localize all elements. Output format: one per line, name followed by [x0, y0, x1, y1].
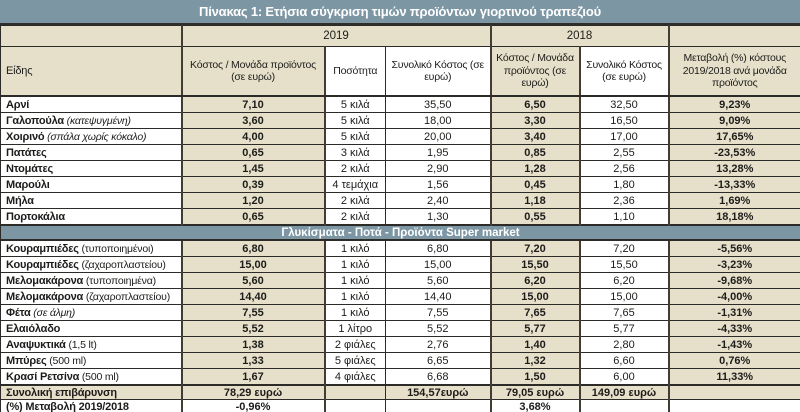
product-name-cell	[1, 369, 182, 386]
table-row	[1, 273, 800, 289]
total-cost-2019-cell: 6,65	[386, 353, 491, 369]
summary-label-cell	[1, 400, 182, 412]
quantity-cell: 4 φιάλες	[325, 369, 386, 386]
product-name-cell	[1, 113, 182, 129]
total-cost-2018-cell: 15,50	[580, 257, 669, 273]
product-name-cell	[1, 337, 182, 353]
product-note: (500 ml)	[79, 370, 119, 383]
product-name-cell	[1, 209, 182, 226]
quantity-cell: 4 τεμάχια	[325, 177, 386, 193]
product-name: Αναψυκτικά	[6, 338, 66, 351]
product-name-cell	[1, 240, 182, 257]
total-cost-2019-cell: 2,76	[386, 337, 491, 353]
cost-per-unit-2019-cell: 78,29 ευρώ	[182, 385, 325, 400]
product-name-cell	[1, 353, 182, 369]
cost-per-unit-2019-cell: 1,20	[182, 193, 325, 209]
table-row	[1, 193, 800, 209]
change-percent-cell: 18,18%	[669, 209, 800, 226]
product-name: Μελομακάρονα	[6, 274, 84, 287]
cost-per-unit-2018-cell: 1,18	[491, 193, 580, 209]
cost-per-unit-2019-cell: 1,67	[182, 369, 325, 386]
product-name-cell	[1, 321, 182, 337]
quantity-cell: 5 κιλά	[325, 113, 386, 129]
total-cost-2019-cell: 7,55	[386, 305, 491, 321]
change-percent-cell: -4,33%	[669, 321, 800, 337]
product-name: Αρνί	[6, 98, 30, 111]
cost-per-unit-2018-cell: 0,85	[491, 145, 580, 161]
total-cost-2018-cell: 17,00	[580, 129, 669, 145]
total-cost-2018-cell: 2,55	[580, 145, 669, 161]
year-row-empty-left	[1, 26, 182, 47]
total-cost-2019-cell: 2,90	[386, 161, 491, 177]
cost-per-unit-2019-cell: 1,38	[182, 337, 325, 353]
product-name: Χοιρινό	[6, 130, 45, 143]
table-title: Πίνακας 1: Ετήσια σύγκριση τιμών προϊόντων γιορτινού τραπεζιού	[0, 0, 800, 25]
price-comparison-table	[0, 25, 800, 412]
quantity-cell: 5 φιάλες	[325, 353, 386, 369]
product-name-cell	[1, 177, 182, 193]
cost-per-unit-2018-cell: 15,00	[491, 289, 580, 305]
cost-per-unit-2019-cell: 14,40	[182, 289, 325, 305]
total-cost-2018-cell: 5,77	[580, 321, 669, 337]
table-row	[1, 129, 800, 145]
change-percent-cell: -4,00%	[669, 289, 800, 305]
product-note: (500 ml)	[46, 354, 87, 367]
total-cost-2019-cell: 2,40	[386, 193, 491, 209]
quantity-cell: 1 κιλό	[325, 257, 386, 273]
product-name-cell	[1, 145, 182, 161]
cost-per-unit-2018-cell: 0,45	[491, 177, 580, 193]
change-percent-cell: -13,33%	[669, 177, 800, 193]
change-percent-cell: -3,23%	[669, 257, 800, 273]
change-percent-cell: 11,33%	[669, 369, 800, 386]
total-cost-2019-cell: 6,80	[386, 240, 491, 257]
cost-per-unit-2018-cell: 3,68%	[491, 400, 580, 412]
total-cost-2018-cell: 15,00	[580, 289, 669, 305]
quantity-cell	[325, 385, 386, 400]
total-cost-2019-cell	[386, 400, 491, 412]
total-cost-2019-cell: 5,52	[386, 321, 491, 337]
total-cost-2019-cell: 5,60	[386, 273, 491, 289]
product-name: Πατάτες	[6, 146, 47, 159]
table-row	[1, 353, 800, 369]
change-percent-cell: 9,23%	[669, 96, 800, 113]
product-name-cell	[1, 96, 182, 113]
total-cost-2018-cell	[580, 400, 669, 412]
change-percent-cell: -1,31%	[669, 305, 800, 321]
cost-per-unit-2019-cell: 0,39	[182, 177, 325, 193]
total-cost-2019-cell: 1,95	[386, 145, 491, 161]
product-name-cell	[1, 273, 182, 289]
cost-per-unit-2019-cell: 0,65	[182, 209, 325, 226]
total-cost-2018-cell: 2,80	[580, 337, 669, 353]
cost-per-unit-2019-cell: 7,55	[182, 305, 325, 321]
total-cost-2018-cell: 149,09 ευρώ	[580, 385, 669, 400]
table-row	[1, 240, 800, 257]
total-cost-2019-cell: 20,00	[386, 129, 491, 145]
product-note: (σπάλα χωρίς κόκαλο)	[44, 130, 147, 143]
product-name: Μπύρες	[6, 354, 47, 367]
total-cost-2018-cell: 2,36	[580, 193, 669, 209]
total-cost-2018-cell: 7,65	[580, 305, 669, 321]
summary-rows	[1, 385, 800, 412]
total-cost-2019-cell: 1,30	[386, 209, 491, 226]
cost-per-unit-2018-cell: 3,40	[491, 129, 580, 145]
quantity-column-header: Ποσότητα	[325, 47, 386, 97]
cost-per-unit-2019-cell: 1,45	[182, 161, 325, 177]
quantity-cell: 1 κιλό	[325, 305, 386, 321]
total-cost-2018-cell: 6,00	[580, 369, 669, 386]
product-note: (ζαχαροπλαστείου)	[83, 290, 171, 303]
change-percent-header: Μεταβολή (%) κόστους 2019/2018 ανά μονάδα προϊόντος	[669, 47, 800, 97]
cost-per-unit-2018-cell: 1,50	[491, 369, 580, 386]
quantity-cell: 1 κιλό	[325, 273, 386, 289]
cost-per-unit-2018-cell: 79,05 ευρώ	[491, 385, 580, 400]
quantity-cell: 3 κιλά	[325, 145, 386, 161]
change-percent-cell: -1,43%	[669, 337, 800, 353]
cost-per-unit-2018-cell: 1,32	[491, 353, 580, 369]
total-cost-2019-cell: 1,56	[386, 177, 491, 193]
cost-per-unit-2019-cell: -0,96%	[182, 400, 325, 412]
change-percent-cell: 13,28%	[669, 161, 800, 177]
product-note: (τυποποιημένοι)	[78, 242, 154, 255]
quantity-cell	[325, 400, 386, 412]
total-cost-2018-cell: 16,50	[580, 113, 669, 129]
cost-per-unit-2018-cell: 7,65	[491, 305, 580, 321]
cost-per-unit-2019-cell: 7,10	[182, 96, 325, 113]
product-name-cell	[1, 289, 182, 305]
product-note: (1,5 lt)	[65, 338, 97, 351]
product-name: Μαρούλι	[6, 178, 50, 191]
total-cost-2019-cell: 6,68	[386, 369, 491, 386]
cost-per-unit-2018-cell: 6,20	[491, 273, 580, 289]
cost-per-unit-2019-cell: 3,60	[182, 113, 325, 129]
total-cost-2019-cell: 15,00	[386, 257, 491, 273]
cost-per-unit-2018-cell: 0,55	[491, 209, 580, 226]
quantity-cell: 1 κιλό	[325, 289, 386, 305]
product-name: Κουραμπιέδες	[6, 258, 79, 271]
summary-row	[1, 400, 800, 412]
cost-per-unit-2018-cell: 15,50	[491, 257, 580, 273]
quantity-cell: 5 κιλά	[325, 129, 386, 145]
section-divider-row	[1, 225, 800, 240]
change-percent-cell: 0,76%	[669, 353, 800, 369]
product-name: Γαλοπούλα	[6, 114, 64, 127]
product-note: (ζαχαροπλαστείου)	[78, 258, 166, 271]
cost-per-unit-2019-cell: 5,52	[182, 321, 325, 337]
total-cost-2019-cell: 35,50	[386, 96, 491, 113]
product-note: (κατεψυγμένη)	[63, 114, 131, 127]
change-percent-cell: -9,68%	[669, 273, 800, 289]
cost-per-unit-2018-cell: 1,28	[491, 161, 580, 177]
product-name-cell	[1, 161, 182, 177]
total-cost-2018-cell: 1,80	[580, 177, 669, 193]
quantity-cell: 5 κιλά	[325, 96, 386, 113]
product-name: Μήλα	[6, 194, 34, 207]
total-cost-2018-cell: 6,20	[580, 273, 669, 289]
total-cost-2018-cell: 7,20	[580, 240, 669, 257]
total-cost-2019-header: Συνολικό Κόστος (σε ευρώ)	[386, 47, 491, 97]
product-name: Κρασί Ρετσίνα	[6, 370, 80, 383]
table-row	[1, 177, 800, 193]
product-name: (%) Μεταβολή 2019/2018	[6, 400, 129, 412]
total-cost-2018-cell: 32,50	[580, 96, 669, 113]
cost-per-unit-2019-cell: 1,33	[182, 353, 325, 369]
table-row	[1, 161, 800, 177]
cost-per-unit-2018-header: Κόστος / Μονάδα προϊόντος (σε ευρώ)	[491, 47, 580, 97]
product-name-cell	[1, 193, 182, 209]
total-cost-2019-cell: 18,00	[386, 113, 491, 129]
cost-per-unit-2019-cell: 4,00	[182, 129, 325, 145]
summary-label-cell	[1, 385, 182, 400]
table-row	[1, 369, 800, 386]
product-name: Πορτοκάλια	[6, 210, 65, 223]
table-row	[1, 305, 800, 321]
product-name: Ελαιόλαδο	[6, 322, 61, 335]
change-percent-cell	[669, 385, 800, 400]
cost-per-unit-2019-cell: 6,80	[182, 240, 325, 257]
quantity-cell: 1 κιλό	[325, 240, 386, 257]
total-cost-2018-header: Συνολικό Κόστος (σε ευρώ)	[580, 47, 669, 97]
table-row	[1, 337, 800, 353]
quantity-cell: 2 φιάλες	[325, 337, 386, 353]
cost-per-unit-2018-cell: 6,50	[491, 96, 580, 113]
table-row	[1, 145, 800, 161]
summary-row	[1, 385, 800, 400]
total-cost-2019-cell: 14,40	[386, 289, 491, 305]
rows-section-1	[1, 96, 800, 225]
cost-per-unit-2019-cell: 0,65	[182, 145, 325, 161]
total-cost-2018-cell: 2,56	[580, 161, 669, 177]
cost-per-unit-2019-header: Κόστος / Μονάδα προϊόντος (σε ευρώ)	[182, 47, 325, 97]
change-percent-cell: 9,09%	[669, 113, 800, 129]
quantity-cell: 2 κιλά	[325, 193, 386, 209]
table-row	[1, 289, 800, 305]
cost-per-unit-2019-cell: 5,60	[182, 273, 325, 289]
total-cost-2018-cell: 6,60	[580, 353, 669, 369]
section-header-sweets-drinks: Γλυκίσματα - Ποτά - Προϊόντα Super market	[1, 225, 800, 240]
table-row	[1, 209, 800, 226]
product-name: Μελομακάρονα	[6, 290, 84, 303]
product-name-cell	[1, 129, 182, 145]
year-2018-header: 2018	[491, 26, 669, 47]
product-note: (σε άλμη)	[30, 306, 76, 319]
change-percent-cell: -23,53%	[669, 145, 800, 161]
product-name-cell	[1, 257, 182, 273]
species-column-header: Είδης	[1, 47, 182, 97]
change-percent-cell: 17,65%	[669, 129, 800, 145]
year-row-empty-right	[669, 26, 800, 47]
quantity-cell: 2 κιλά	[325, 161, 386, 177]
quantity-cell: 2 κιλά	[325, 209, 386, 226]
product-name: Φέτα	[6, 306, 31, 319]
change-percent-cell	[669, 400, 800, 412]
cost-per-unit-2018-cell: 3,30	[491, 113, 580, 129]
total-cost-2018-cell: 1,10	[580, 209, 669, 226]
change-percent-cell: -5,56%	[669, 240, 800, 257]
cost-per-unit-2018-cell: 7,20	[491, 240, 580, 257]
year-header-row	[1, 26, 800, 47]
product-name: Κουραμπιέδες	[6, 242, 79, 255]
cost-per-unit-2018-cell: 5,77	[491, 321, 580, 337]
total-cost-2019-cell: 154,57ευρώ	[386, 385, 491, 400]
year-2019-header: 2019	[182, 26, 491, 47]
table-row	[1, 321, 800, 337]
rows-section-2	[1, 240, 800, 385]
product-name: Ντομάτες	[6, 162, 54, 175]
table-row	[1, 257, 800, 273]
product-note: (τυποποιημένα)	[83, 274, 156, 287]
cost-per-unit-2018-cell: 1,40	[491, 337, 580, 353]
table-row	[1, 96, 800, 113]
table-row	[1, 113, 800, 129]
quantity-cell: 1 λίτρο	[325, 321, 386, 337]
product-name: Συνολική επιβάρυνση	[6, 386, 117, 399]
column-header-row	[1, 47, 800, 97]
product-name-cell	[1, 305, 182, 321]
change-percent-cell: 1,69%	[669, 193, 800, 209]
cost-per-unit-2019-cell: 15,00	[182, 257, 325, 273]
